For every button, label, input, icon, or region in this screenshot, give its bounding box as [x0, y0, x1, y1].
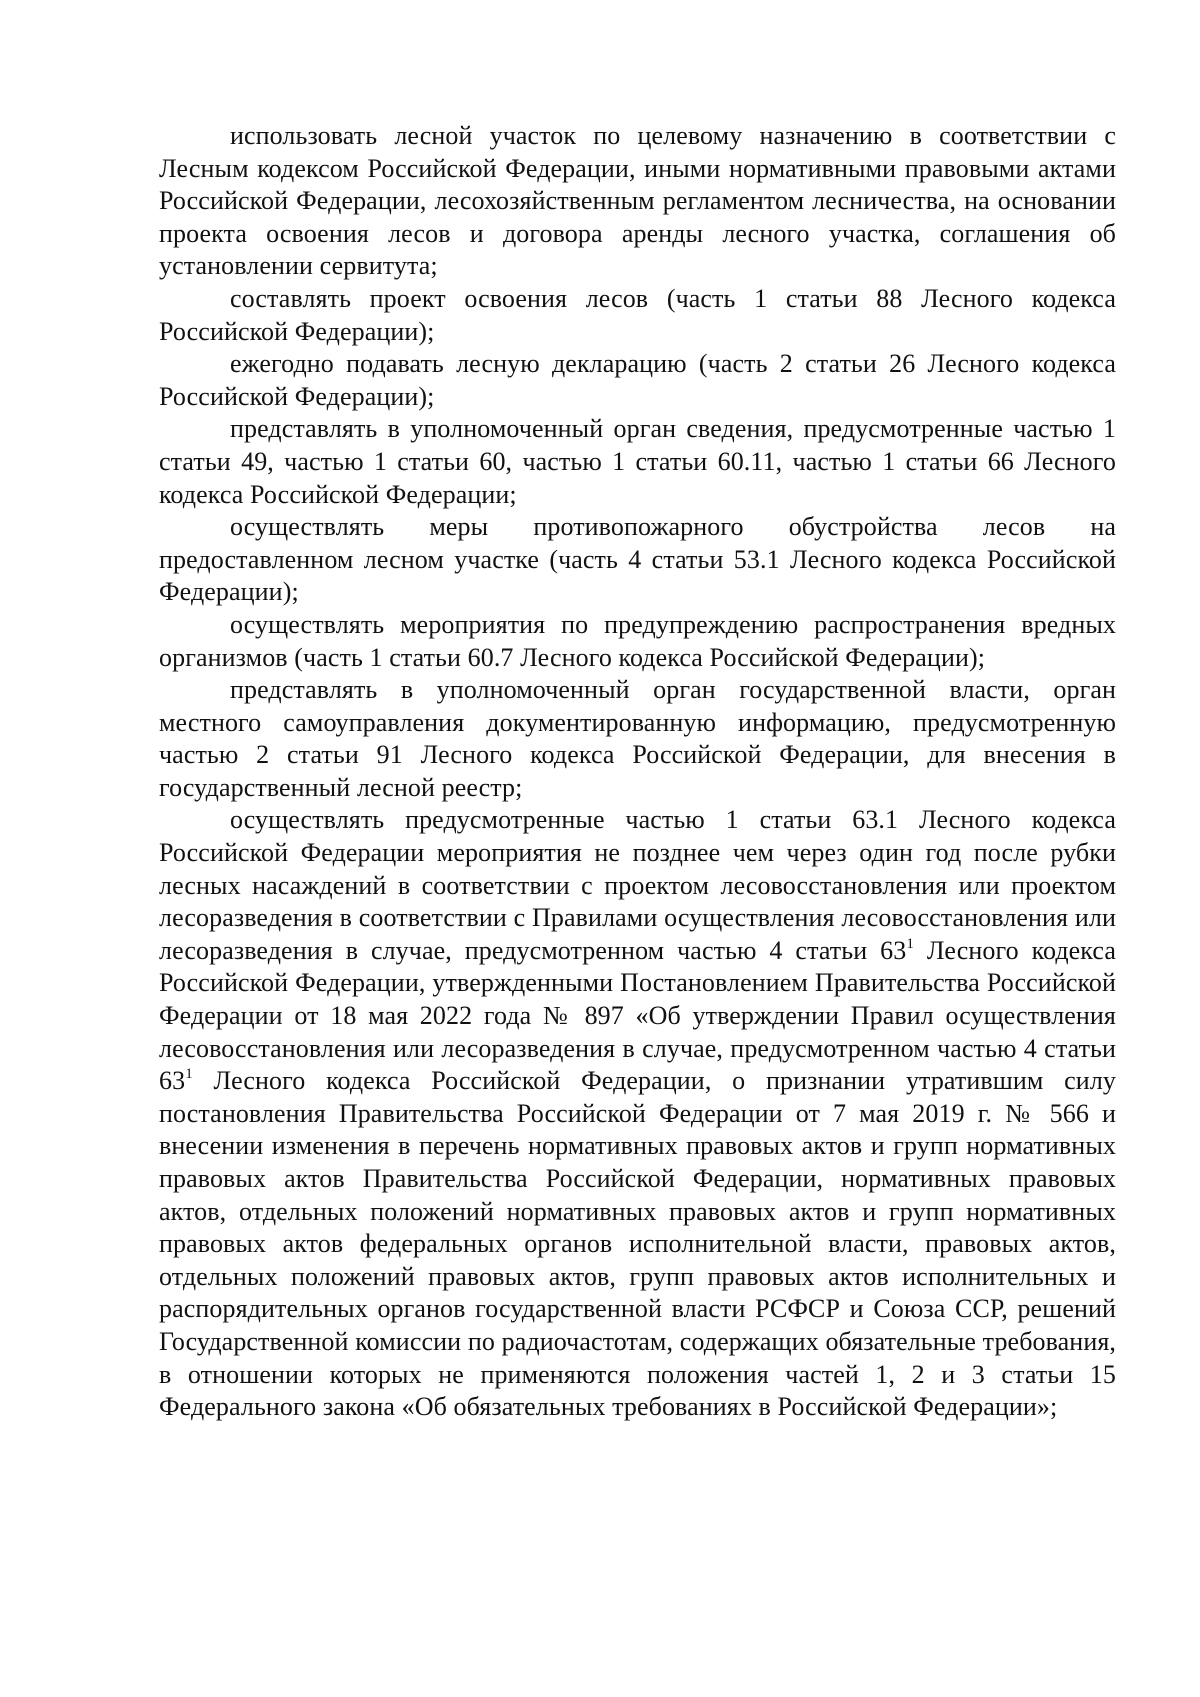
document-body — [159, 120, 1116, 1424]
superscript-2: 1 — [185, 1066, 193, 1083]
paragraph-fire-prevention: осуществлять меры противопожарного обустройства лесов на предоставленном лесном участке (часть 4 статьи 53.1 Лесного кодекса Российской Федерации); — [159, 512, 1116, 607]
paragraph-reforestation-part-2: Лесного кодекса Российской Федерации, утвержденными Постановлением Правительства Российской Федерации от 18 мая 2022 года № 897 «Об утверждении Правил осуществления лесовосстановления или лесоразведения в случае, предусмотренном частью 4 статьи 63 — [159, 935, 1116, 1096]
paragraph-forest-declaration: ежегодно подавать лесную декларацию (часть 2 статьи 26 Лесного кодекса Российской Федерации); — [159, 349, 1116, 411]
paragraph-forest-development-project: составлять проект освоения лесов (часть 1 статьи 88 Лесного кодекса Российской Федерации); — [159, 283, 1116, 346]
paragraph-submit-information: представлять в уполномоченный орган сведения, предусмотренные частью 1 статьи 49, частью 1 статьи 60, частью 1 статьи 60.11, частью 1 статьи 66 Лесного кодекса Российской Федерации; — [159, 414, 1116, 509]
paragraph-harmful-organisms: осуществлять мероприятия по предупреждению распространения вредных организмов (часть 1 статьи 60.7 Лесного кодекса Российской Федерации); — [159, 609, 1116, 672]
paragraph-reforestation-part-1: осуществлять предусмотренные частью 1 статьи 63.1 Лесного кодекса Российской Федерации мероприятия не позднее чем через один год после рубки лесных насаждений в соответствии с проектом лесовосстановления или проектом лесоразведения в соответствии с Правилами осуществления лесовосстановления или лесоразведения в случае, предусмотренном частью 4 статьи 63 — [159, 805, 1116, 965]
paragraph-use-forest-plot: использовать лесной участок по целевому назначению в соответствии с Лесным кодексом Российской Федерации, иными нормативными правовыми актами Российской Федерации, лесохозяйственным регламентом лесничества, на основании проекта освоения лесов и договора аренды лесного участка, соглашения об установлении сервитута; — [159, 121, 1116, 281]
paragraph-reforestation — [159, 804, 1116, 1423]
superscript-1: 1 — [906, 935, 914, 952]
paragraph-reforestation-part-3: Лесного кодекса Российской Федерации, о признании утратившим силу постановления Правительства Российской Федерации от 7 мая 2019 г. № 566 и внесении изменения в перечень нормативных правовых актов и групп нормативных правовых актов Правительства Российской Федерации, нормативных правовых актов, отдельных положений нормативных правовых актов и групп нормативных правовых актов федеральных органов исполнительной власти, правовых актов, отдельных положений правовых актов, групп правовых актов исполнительных и распорядительных органов государственной власти РСФСР и Союза ССР, решений Государственной комиссии по радиочастотам, содержащих обязательные требования, в отношении которых не применяются положения частей 1, 2 и 3 статьи 15 Федерального закона «Об обязательных требованиях в Российской Федерации»; — [159, 1066, 1116, 1422]
paragraph-forest-registry: представлять в уполномоченный орган государственной власти, орган местного самоуправления документированную информацию, предусмотренную частью 2 статьи 91 Лесного кодекса Российской Федерации, для внесения в государственный лесной реестр; — [159, 675, 1116, 802]
